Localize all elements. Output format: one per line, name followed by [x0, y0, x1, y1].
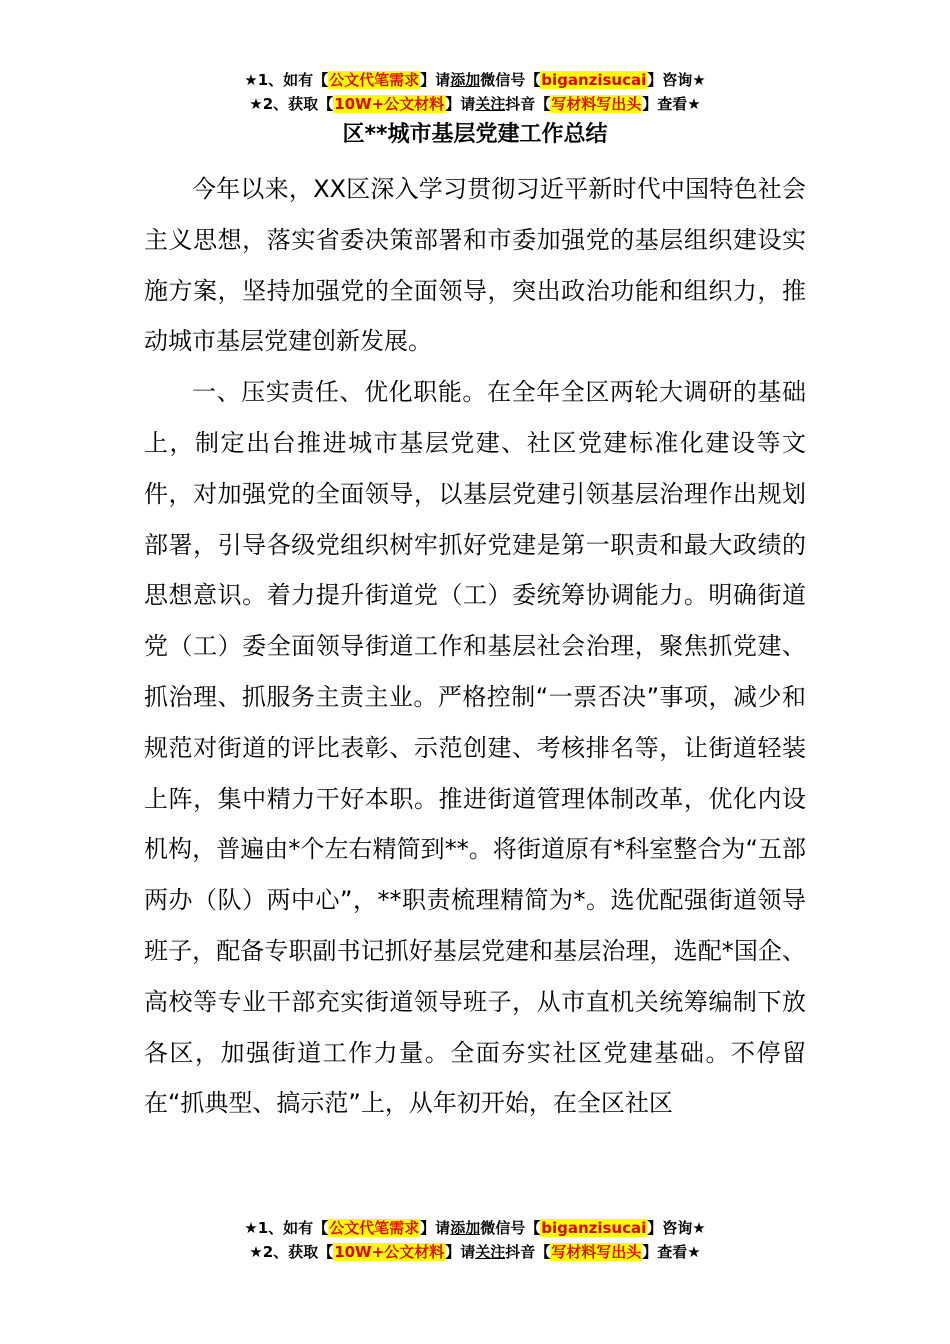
document-body	[144, 164, 806, 1129]
banner-text: ★2、获取【	[249, 1243, 334, 1261]
banner-line-2	[0, 1240, 950, 1264]
paragraph-intro: 今年以来，XX区深入学习贯彻习近平新时代中国特色社会主义思想，落实省委决策部署和市委加强党的基层组织建设实施方案，坚持加强党的全面领导，突出政治功能和组织力，推动城市基层党建创新发展。	[144, 175, 806, 356]
banner-line-1	[0, 68, 950, 92]
banner-line-1	[0, 1216, 950, 1240]
banner-text: 】请	[445, 95, 476, 113]
banner-highlight: 10W+公文材料	[334, 95, 445, 113]
banner-text: 微信号【	[480, 71, 541, 89]
footer-banner	[0, 1216, 950, 1264]
banner-highlight: biganzisucai	[541, 1219, 647, 1237]
banner-text: ★1、如有【	[244, 71, 329, 89]
banner-highlight: 写材料写出头	[551, 1243, 642, 1261]
banner-highlight: biganzisucai	[541, 71, 647, 89]
banner-text: 】查看★	[642, 1243, 701, 1261]
document-title: 区**城市基层党建工作总结	[342, 122, 608, 147]
banner-highlight: 公文代笔需求	[329, 1219, 420, 1237]
banner-highlight: 写材料写出头	[551, 95, 642, 113]
banner-text: 】请	[420, 71, 451, 89]
banner-text: 抖音【	[505, 95, 551, 113]
banner-underlined-text: 关注	[475, 1243, 506, 1261]
banner-text: ★1、如有【	[244, 1219, 329, 1237]
banner-text: 】查看★	[642, 95, 701, 113]
banner-underlined-text: 添加	[450, 1219, 481, 1237]
banner-text: 抖音【	[505, 1243, 551, 1261]
banner-highlight: 公文代笔需求	[329, 71, 420, 89]
banner-text: 】咨询★	[647, 71, 706, 89]
banner-text: 微信号【	[480, 1219, 541, 1237]
banner-line-2	[0, 92, 950, 116]
banner-text: 】请	[420, 1219, 451, 1237]
banner-text: 】咨询★	[647, 1219, 706, 1237]
header-banner	[0, 68, 950, 116]
banner-text: 】请	[445, 1243, 476, 1261]
banner-underlined-text: 关注	[475, 95, 506, 113]
banner-text: ★2、获取【	[249, 95, 334, 113]
banner-underlined-text: 添加	[450, 71, 481, 89]
banner-highlight: 10W+公文材料	[334, 1243, 445, 1261]
paragraph-section-1: 一、压实责任、优化职能。在全年全区两轮大调研的基础上，制定出台推进城市基层党建、社区党建标准化建设等文件，对加强党的全面领导，以基层党建引领基层治理作出规划部署，引导各级党组织树牢抓好党建是第一职责和最大政绩的思想意识。着力提升街道党（工）委统筹协调能力。明确街道党（工）委全面领导街道工作和基层社会治理，聚焦抓党建、 抓治理、抓服务主责主业。严格控制“一票否决”事项，减少和规范对街道的评比表彰、示范创建、考核排名等，让街道轻装上阵，集中精力干好本职。推进街道管理体制改革，优化内设机构，普遍由*个左右精简到**。将街道原有*科室整合为“五部两办（队）两中心”，**职责梳理精简为*。选优配强街道领导班子，配备专职副书记抓好基层党建和基层治理，选配*国企、高校等专业干部充实街道领导班子，从市直机关统筹编制下放各区，加强街道工作力量。全面夯实社区党建基础。不停留在“抓典型、搞示范”上，从年初开始，在全区社区	[144, 378, 806, 1118]
